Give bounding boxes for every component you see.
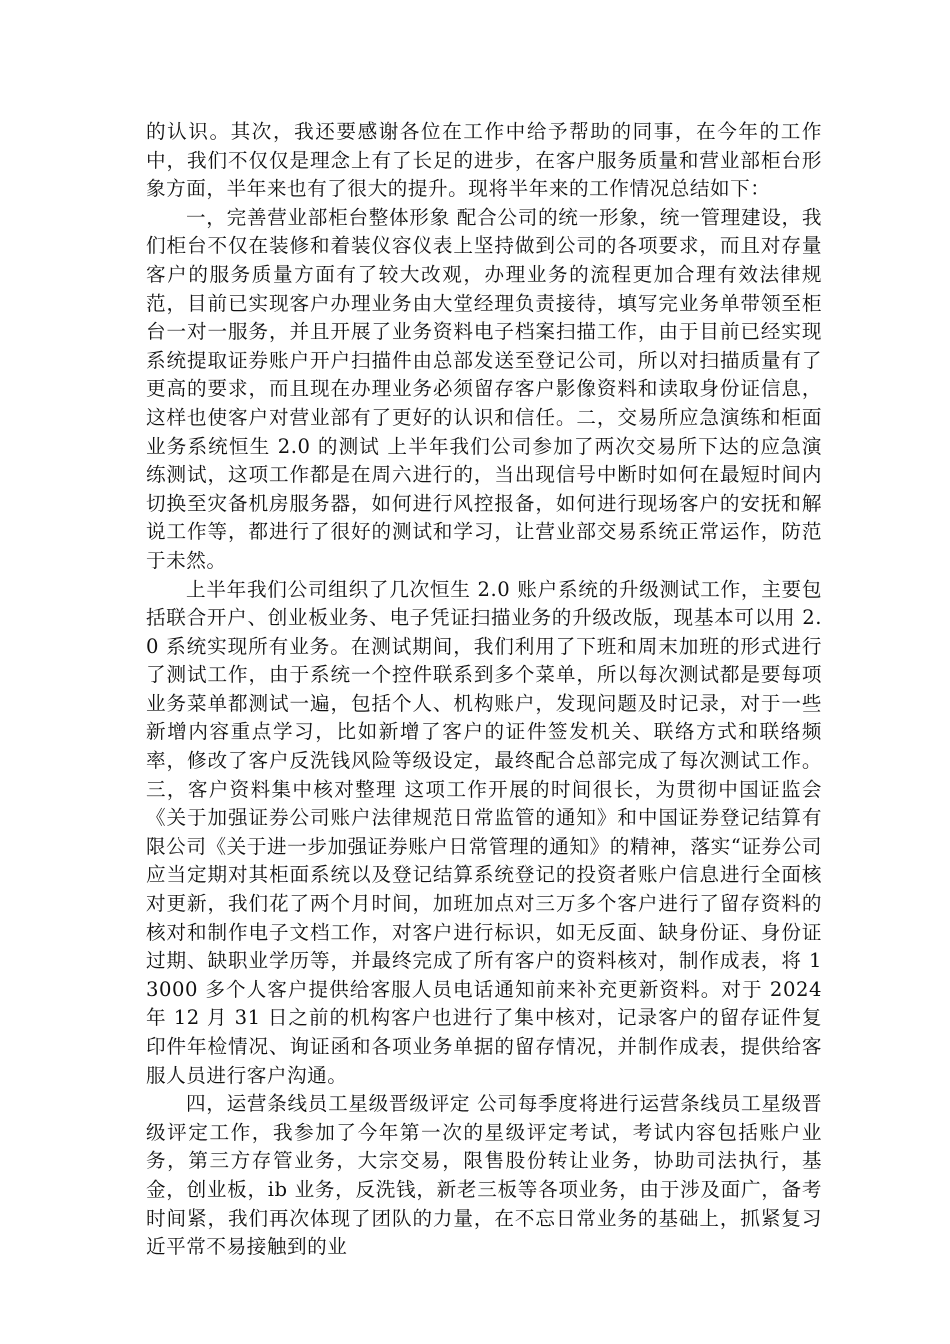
paragraph-2: 一，完善营业部柜台整体形象 配合公司的统一形象，统一管理建设，我们柜台不仅在装修和着装仪容仪表上坚持做到公司的各项要求，而且对存量客户的服务质量方面有了较大改观，办理业务的流程更加合理有效法律规范，目前已实现客户办理业务由大堂经理负责接待，填写完业务单带领至柜台一对一服务，并且开展了业务资料电子档案扫描工作，由于目前已经实现系统提取证券账户开户扫描件由总部发送至登记公司，所以对扫描质量有了更高的要求，而且现在办理业务必须留存客户影像资料和读取身份证信息，这样也使客户对营业部有了更好的认识和信任。二，交易所应急演练和柜面业务系统恒生 2.0 的测试 上半年我们公司参加了两次交易所下达的应急演练测试，这项工作都是在周六进行的，当出现信号中断时如何在最短时间内切换至灾备机房服务器，如何进行风控报备，如何进行现场客户的安抚和解说工作等，都进行了很好的测试和学习，让营业部交易系统正常运作，防范于未然。 (146, 205, 822, 572)
paragraph-3: 上半年我们公司组织了几次恒生 2.0 账户系统的升级测试工作，主要包括联合开户、创业板业务、电子凭证扫描业务的升级改版，现基本可以用 2.0 系统实现所有业务。在测试期间，我们利用了下班和周末加班的形式进行了测试工作，由于系统一个控件联系到多个菜单，所以每次测试都是要每项业务菜单都测试一遍，包括个人、机构账户，发现问题及时记录，对于一些新增内容重点学习，比如新增了客户的证件签发机关、联络方式和联络频率，修改了客户反洗钱风险等级设定，最终配合总部完成了每次测试工作。三，客户资料集中核对整理 这项工作开展的时间很长，为贯彻中国证监会《关于加强证券公司账户法律规范日常监管的通知》和中国证券登记结算有限公司《关于进一步加强证券账户日常管理的通知》的精神，落实“证券公司应当定期对其柜面系统以及登记结算系统登记的投资者账户信息进行全面核对更新，我们花了两个月时间，加班加点对三万多个客户进行了留存资料的核对和制作电子文档工作，对客户进行标识，如无反面、缺身份证、身份证过期、缺职业学历等，并最终完成了所有客户的资料核对，制作成表，将 13000 多个人客户提供给客服人员电话通知前来补充更新资料。对于 2024 年 12 月 31 日之前的机构客户也进行了集中核对，记录客户的留存证件复印件年检情况、询证函和各项业务单据的留存情况，并制作成表，提供给客服人员进行客户沟通。 (146, 577, 822, 1087)
document-page (146, 118, 822, 1262)
paragraph-1: 的认识。其次，我还要感谢各位在工作中给予帮助的同事，在今年的工作中，我们不仅仅是理念上有了长足的进步，在客户服务质量和营业部柜台形象方面，半年来也有了很大的提升。现将半年来的工作情况总结如下： (146, 120, 822, 201)
paragraph-4: 四，运营条线员工星级晋级评定 公司每季度将进行运营条线员工星级晋级评定工作，我参加了今年第一次的星级评定考试，考试内容包括账户业务，第三方存管业务，大宗交易，限售股份转让业务，协助司法执行，基金，创业板，ib 业务，反洗钱，新老三板等各项业务，由于涉及面广，备考时间紧，我们再次体现了团队的力量，在不忘日常业务的基础上，抓紧复习近平常不易接触到的业 (146, 1092, 822, 1259)
